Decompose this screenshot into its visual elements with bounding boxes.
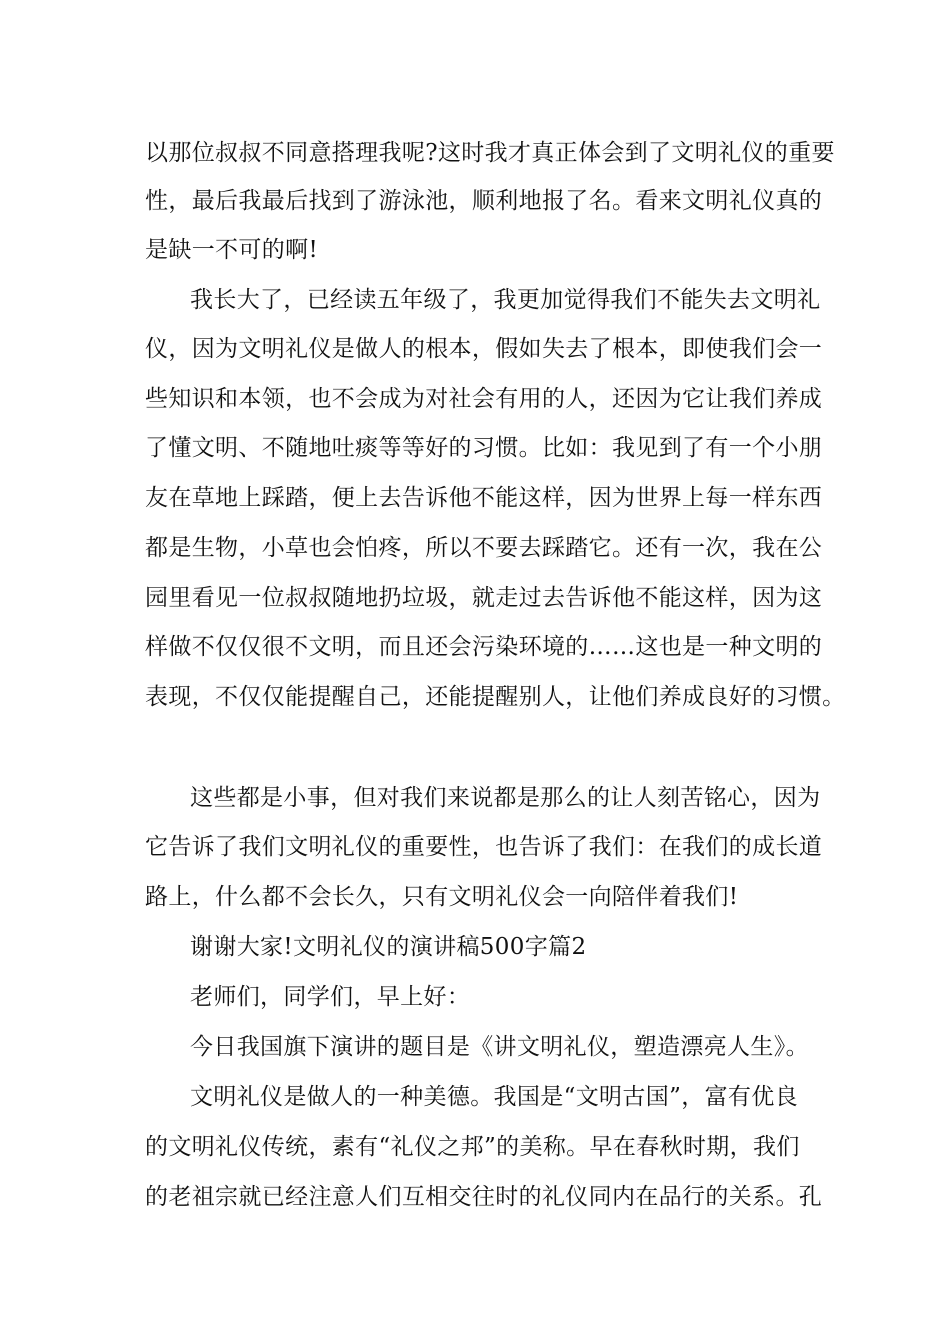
text-line: 表现，不仅仅能提醒自己，还能提醒别人，让他们养成良好的习惯。 (145, 684, 846, 710)
text-line: 是缺一不可的啊! (145, 237, 319, 263)
text-line: 都是生物，小草也会怕疼，所以不要去踩踏它。还有一次，我在公 (145, 535, 823, 561)
text-line: 路上，什么都不会长久，只有文明礼仪会一向陪伴着我们! (145, 884, 739, 910)
section-heading-line: 谢谢大家!文明礼仪的演讲稿500字篇2 (190, 934, 587, 960)
paragraph-start-line: 这些都是小事，但对我们来说都是那么的让人刻苦铭心，因为 (190, 785, 821, 811)
topic-line: 今日我国旗下演讲的题目是《讲文明礼仪，塑造漂亮人生》。 (190, 1034, 809, 1060)
text-line: 样做不仅仅很不文明，而且还会污染环境的……这也是一种文明的 (145, 634, 823, 660)
text-line: 园里看见一位叔叔随地扔垃圾，就走过去告诉他不能这样，因为这 (145, 585, 823, 611)
paragraph-start-line: 我长大了，已经读五年级了，我更加觉得我们不能失去文明礼 (190, 287, 821, 313)
text-line: 仪，因为文明礼仪是做人的根本，假如失去了根本，即使我们会一 (145, 336, 823, 362)
text-line: 了懂文明、不随地吐痰等等好的习惯。比如：我见到了有一个小朋 (145, 435, 823, 461)
text-line: 它告诉了我们文明礼仪的重要性，也告诉了我们：在我们的成长道 (145, 834, 823, 860)
text-line: 友在草地上踩踏，便上去告诉他不能这样，因为世界上每一样东西 (145, 485, 823, 511)
text-line: 的老祖宗就已经注意人们互相交往时的礼仪同内在品行的关系。孔 (145, 1184, 823, 1210)
text-line: 些知识和本领，也不会成为对社会有用的人，还因为它让我们养成 (145, 386, 823, 412)
paragraph-start-line: 文明礼仪是做人的一种美德。我国是“文明古国”，富有优良 (190, 1084, 798, 1110)
greeting-line: 老师们，同学们，早上好： (190, 984, 471, 1010)
text-line: 性，最后我最后找到了游泳池，顺利地报了名。看来文明礼仪真的 (145, 188, 823, 214)
text-line: 以那位叔叔不同意搭理我呢?这时我才真正体会到了文明礼仪的重要 (145, 140, 835, 166)
text-line: 的文明礼仪传统，素有“礼仪之邦”的美称。早在春秋时期，我们 (145, 1134, 800, 1160)
